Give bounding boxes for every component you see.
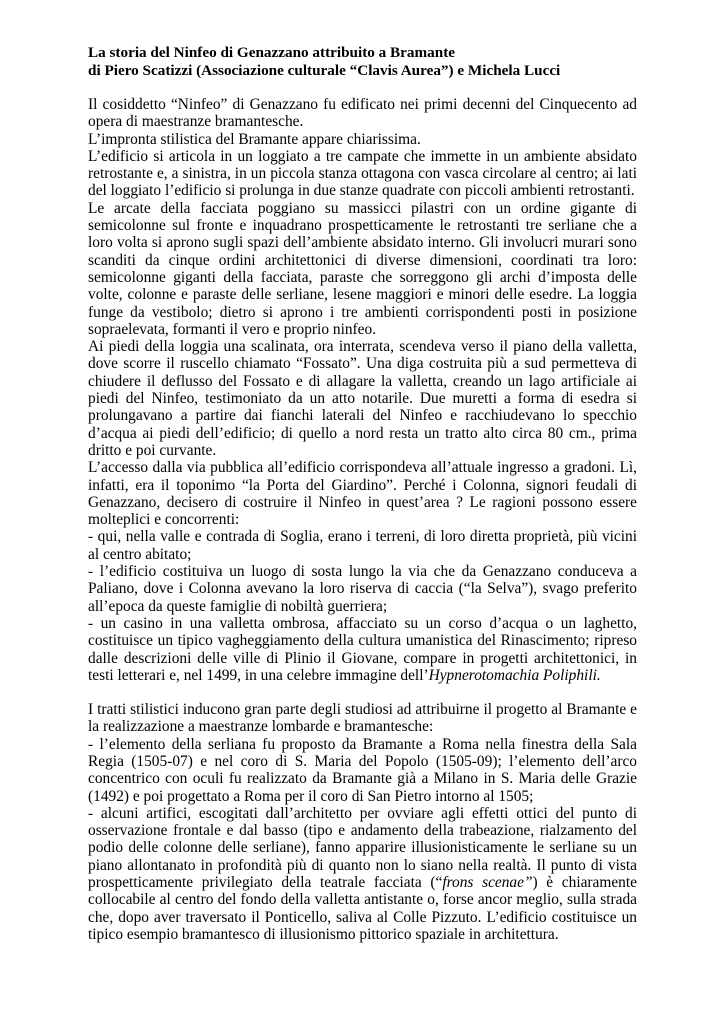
list-item-illusion: [88, 805, 637, 943]
paragraph-style: L’impronta stilistica del Bramante appare chiarissima.: [88, 130, 421, 148]
paragraph-facade: Le arcate della facciata poggiano su massicci pilastri con un ordine gigante di semicolonne sul fronte e inquadrano prospetticamente le retrostanti tre serliane che a loro volta si aprono sugli spazi dell’ambiente absidato interno. Gli involucri murari sono scanditi da cinque ordini architettonici di diverse dimensioni, coordinati tra loro: semicolonne giganti della facciata, paraste che sorreggono gli archi d’imposta delle volte, colonne e paraste delle serliane, lesene maggiori e minori delle esedre. La loggia funge da vestibolo; dietro si aprono i tre ambienti corrispondenti posti in posizione sopraelevata, formanti il vero e proprio ninfeo.: [88, 199, 637, 338]
illusion-text-a: - alcuni artifici, escogitati dall’architetto per ovviare agli effetti ottici del punto di osservazione frontale e dal basso (tipo e andamento della trabeazione, rialzamento del podio delle colonne delle serliane), fanno apparire illusionisticamente le serliane su un piano allontanato in profondità più di quanto non lo siano nella realtà. Il punto di vista prospetticamente privilegiato della teatrale facciata (“: [88, 804, 637, 892]
document-title: [88, 44, 648, 79]
paragraph-intro: Il cosiddetto “Ninfeo” di Genazzano fu edificato nei primi decenni del Cinquecento ad opera di maestranze bramantesche.: [88, 96, 637, 131]
paragraph-attribution: I tratti stilistici inducono gran parte degli studiosi ad attribuirne il progetto al Bramante e la realizzazione a maestranze lombarde e bramantesche:: [88, 701, 637, 736]
reason-3-text: - un casino in una valletta ombrosa, affacciato su un corso d’acqua o un laghetto, costituisce un tipico vagheggiamento della cultura umanistica del Rinascimento; ripreso dalle descrizioni delle ville di Plinio il Giovane, compare in progetti architettonici, in testi letterari e, nel 1499, in una celebre immagine dell’: [88, 614, 637, 684]
title-line-1: La storia del Ninfeo di Genazzano attribuito a Bramante: [88, 44, 456, 61]
book-title-italic: Hypnerotomachia Poliphili.: [428, 666, 601, 684]
list-item-reason-3: [88, 615, 637, 684]
frons-scenae-italic: frons scenae”: [442, 874, 533, 892]
paragraph-lake: Ai piedi della loggia una scalinata, ora interrata, scendeva verso il piano della valletta, dove scorre il ruscello chiamato “Fossato”. Una diga costruita più a sud permetteva di chiudere il deflusso del Fossato e di allagare la valletta, creando un lago artificiale ai piedi del Ninfeo, testimoniato da un atto notarile. Due muretti a forma di esedra si prolungavano a partire dai fianchi laterali del Ninfeo e racchiudevano lo specchio d’acqua ai piedi dell’edificio; di quello a nord resta un tratto alto circa 80 cm., prima dritto e poi curvante.: [88, 338, 637, 459]
list-item-reason-2: - l’edificio costituiva un luogo di sosta lungo la via che da Genazzano conduceva a Paliano, dove i Colonna avevano la loro riserva di caccia (“la Selva”), svago preferito all’epoca da queste famiglie di nobiltà guerriera;: [88, 563, 637, 615]
title-line-2: di Piero Scatizzi (Associazione culturale “Clavis Aurea”) e Michela Lucci: [88, 61, 561, 79]
list-item-serliana: - l’elemento della serliana fu proposto da Bramante a Roma nella finestra della Sala Regia (1505-07) e nel coro di S. Maria del Popolo (1505-09); l’elemento dell’arco concentrico con oculi fu realizzato da Bramante già a Milano in S. Maria delle Grazie (1492) e poi progettato a Roma per il coro di San Pietro intorno al 1505;: [88, 735, 637, 805]
paragraph-structure: L’edificio si articola in un loggiato a tre campate che immette in un ambiente absidato retrostante e, a sinistra, in un piccola stanza ottagona con vasca circolare al centro; ai lati del loggiato l’edificio si prolunga in due stanze quadrate con piccoli ambienti retrostanti.: [88, 147, 637, 200]
list-item-reason-1: - qui, nella valle e contrada di Soglia, erano i terreni, di loro diretta proprietà, più vicini al centro abitato;: [88, 528, 637, 563]
illusion-text-b: ) è chiaramente collocabile al centro del fondo della valletta antistante o, forse ancor meglio, sulla strada che, dopo aver traversato il Ponticello, saliva al Colle Pizzuto. L’edificio costituisce un tipico esempio bramantesco di illusionismo pittorico spaziale in architettura.: [88, 874, 637, 943]
paragraph-access: L’accesso dalla via pubblica all’edificio corrispondeva all’attuale ingresso a gradoni. Lì, infatti, era il toponimo “la Porta del Giardino”. Perché i Colonna, signori feudali di Genazzano, decisero di costruire il Ninfeo in quest’area ? Le ragioni possono essere molteplici e concorrenti:: [88, 459, 637, 529]
document-body: [88, 96, 637, 943]
